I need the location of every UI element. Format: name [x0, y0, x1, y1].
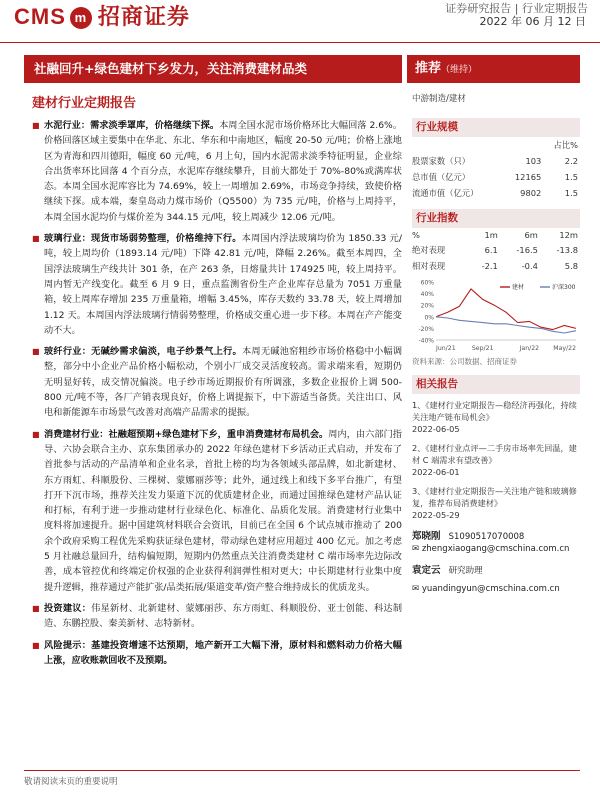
logo-cn: 招商证券 [97, 4, 190, 29]
section-head: 风险提示：基建投资增速不达预期，地产新开工大幅下滑，原材料和燃料动力价格大幅上涨，应收账款回收不及预期。 [44, 639, 402, 666]
analyst-email[interactable]: yuandingyun@cmschina.com.cn [421, 584, 560, 594]
y-tick-label: -20% [418, 325, 434, 333]
cell: 1m [484, 230, 498, 240]
analyst-block [412, 528, 580, 594]
header-divider [0, 42, 600, 43]
section-body: 伟星新材、北新建材、蒙娜丽莎、东方雨虹、科顺股份、亚士创能、科达制造、东鹏控股、秦美新材、志特新材。 [44, 602, 403, 630]
table-row [412, 258, 580, 274]
section-risk [32, 638, 402, 669]
related-list [412, 399, 580, 521]
related-date: 2022-06-01 [412, 467, 460, 477]
legend-label: 建材 [512, 284, 525, 291]
section-glass [32, 231, 402, 338]
related-title: 《建材行业定期报告—稳经济再强化，持续关注地产链布局机会》 [412, 400, 577, 422]
section-body: 本周全国水泥市场价格环比大幅回落 2.6%。价格回落区域主要集中在华北、东北、华东和中南地区，幅度 20-50 元/吨；价格上涨地区为青海和四川德阳，幅度 60 元/吨，6 月上旬，国内水泥需求淡季特征明显，企业综合出货率环比回落 4 个百分点，水泥库存继续攀升，目前大都处于 70%-80%或满库状态。本周全国水泥库容比为 74.69%，较上一周增加 2.69%，市场竞争持续，致使价格继续下探。成本端，秦皇岛动力煤市场价（Q5500）为 735 元/吨，价格与上周持平，本周全国水泥均价与煤价差为 344.15 元/吨，较上周减少 12.06 元/吨。 [44, 120, 403, 223]
analyst-id: S1090517070008 [448, 532, 525, 542]
section-body: 周内，由六部门指导、六协会联合主办、京东集团承办的 2022 年绿色建材下乡活动正式启动，并发布了首批参与活动的产品清单和企业名录，首批上榜的均为各领域头部品牌，如北新建材、东方雨虹、科顺股份、三棵树、蒙娜丽莎等；此外，通过线上和线下多平台推广，有望打开下沉市场，推荐关注发力渠道下沉的优质建材企业，而通过国推绿色建材产品认证和打标，有利于进一步推动建材行业绿色化、标准化、品质化发展。消费建材行业集中度料将加速提升。据中国建筑材料联合会资讯，目前已在全国 6 个试点城市推动了 200 余个政府采购工程优先采购获证绿色建材，带动绿色建材应用超过 400 亿元。加之考虑 5 月社融总量回升，结构偏短期，短期内仍然重点关注消费类建材 C 端市场率先边际改善，成本管控优和终端定价权强的企业获得利润弹性相对更大；中长期建材行业集中度提升逻辑，推荐通过产能扩张/品类拓展/渠道变革/资产整合维持成长的优质龙头。 [44, 428, 402, 593]
section-body: 本周无碱池窑粗纱市场价格稳中小幅调整，部分中小企业产品价格小幅松动，个别小厂成交灵活度较高。需求端来看，短期仍无明显好转，成交情况偏淡。电子纱市场近期报价有所调涨，多数企业报价上调 500-800 元/吨不等，各厂产销表现良好，价格上调提振下，中下游适当备货。关注出口、风电和新能源车市场景气改善对高端产品需求的提振。 [44, 346, 403, 419]
x-tick-label: Sep/21 [471, 345, 494, 352]
line-chart [412, 278, 580, 354]
cell: 2.2 [564, 156, 578, 166]
index-table [412, 228, 580, 274]
y-tick-label: 40% [420, 291, 434, 299]
report-type: 证券研究报告 | 行业定期报告 [445, 2, 588, 15]
chart-source: 资料来源：公司数据、招商证券 [412, 357, 517, 366]
related-heading: 相关报告 [412, 375, 580, 394]
index-heading: 行业指数 [412, 209, 580, 228]
rating-label: 推荐 [415, 61, 442, 76]
list-item[interactable] [412, 485, 580, 521]
industry-label: 中游制造/建材 [412, 94, 466, 104]
num: 2、 [412, 443, 426, 453]
section-head: 水泥行业：需求淡季罩库，价格继续下探。 [44, 120, 220, 131]
report-date: 2022 年 06 月 12 日 [479, 15, 586, 28]
y-tick-label: 20% [420, 302, 434, 310]
related-date: 2022-06-05 [412, 424, 460, 434]
analyst-name: 袁定云 [412, 565, 441, 576]
analyst-name: 郑晓刚 [412, 531, 441, 542]
x-tick-label: Jan/22 [519, 345, 540, 352]
logo-mark: m [70, 7, 92, 29]
index-chart [412, 278, 580, 354]
section-cement [32, 118, 402, 225]
section-head: 玻纤行业：无碱纱需求偏淡，电子纱景气上行。 [44, 346, 242, 358]
x-tick-label: Jun/21 [436, 345, 456, 352]
table-row [412, 185, 580, 201]
rating-sub: （维持） [441, 65, 478, 75]
section-investment [32, 601, 402, 632]
cell: -16.5 [516, 245, 538, 255]
table-row [412, 169, 580, 185]
cell: 相对表现 [412, 261, 446, 271]
cell: 5.8 [564, 261, 578, 271]
num: 3、 [412, 486, 426, 496]
main-content [32, 118, 402, 674]
cell: 总市值（亿元） [412, 172, 471, 182]
pct-header: 占比% [553, 140, 578, 150]
section-head: 投资建议： [44, 602, 92, 614]
related-date: 2022-05-29 [412, 510, 460, 520]
cell: 1.5 [564, 188, 578, 198]
related-title: 《建材行业点评—二手房市场率先回温，建材 C 端需求有望改善》 [412, 443, 577, 465]
footer-divider [24, 770, 580, 771]
list-item[interactable] [412, 442, 580, 478]
cell: 1.5 [564, 172, 578, 182]
mail-icon: ✉ [412, 584, 420, 594]
report-subtitle: 建材行业定期报告 [32, 96, 137, 111]
series-line-沪深300 [436, 317, 576, 333]
cell: 股票家数（只） [412, 156, 471, 166]
section-head: 玻璃行业：现货市场弱势整理，价格维持下行。 [44, 233, 242, 245]
logo-en: CMS [14, 4, 66, 29]
cms-logo [14, 0, 190, 31]
cell: 6.1 [484, 245, 498, 255]
cell: 12m [559, 230, 578, 240]
cell: 流通市值（亿元） [412, 188, 479, 198]
list-item[interactable] [412, 399, 580, 435]
section-consumer-materials [32, 427, 402, 595]
analyst-role: 研究助理 [448, 566, 483, 576]
y-tick-label: 60% [420, 279, 434, 287]
analyst-email[interactable]: zhengxiaogang@cmschina.com.cn [421, 544, 570, 554]
section-head: 消费建材行业：社融超预期+绿色建材下乡，重申消费建材布局机会。 [44, 428, 329, 440]
cell: -2.1 [481, 261, 498, 271]
cell: 绝对表现 [412, 245, 446, 255]
report-title: 社融回升+绿色建材下乡发力，关注消费建材品类 [24, 55, 402, 83]
cell: 103 [525, 156, 542, 166]
section-body: 本周国内浮法玻璃均价为 1850.33 元/吨，较上周均价（1893.14 元/吨）下降 42.81 元/吨，降幅 2.26%。截至本周四，全国浮法玻璃生产线共计 301 条，在产 263 条，日熔量共计 174925 吨，较上周持平。周内暂无产线变化。截至 6 月 9 日，重点监测省份生产企业库存总量为 7051 万重量箱，较上周库存增加 235 万重量箱，增幅 3.45%，库存天数约 33.78 天，较上周增加 1.12 天。本周国内浮法玻璃行情弱势整理，价格成交重心进一步下移。本周在产产能变动不大。 [44, 233, 403, 336]
related-title: 《建材行业定期报告—关注地产链和玻璃修复，推荐布局消费建材》 [412, 486, 577, 508]
cell: 12165 [514, 172, 542, 182]
x-tick-label: May/22 [553, 345, 576, 352]
cell: 9802 [520, 188, 542, 198]
sidebar [412, 92, 580, 594]
y-tick-label: 0% [424, 314, 434, 322]
cell: 6m [524, 230, 538, 240]
table-row [412, 242, 580, 258]
rating-badge [407, 55, 580, 83]
legend-label: 沪深300 [552, 284, 576, 291]
section-fiberglass [32, 344, 402, 420]
scale-heading: 行业规模 [412, 118, 580, 137]
table-row [412, 153, 580, 169]
mail-icon: ✉ [412, 544, 420, 554]
cell: % [412, 230, 420, 240]
scale-table [412, 137, 580, 201]
cell: -13.8 [556, 245, 578, 255]
y-tick-label: -40% [418, 337, 434, 345]
footer-note: 敬请阅读末页的重要说明 [24, 777, 118, 787]
num: 1、 [412, 400, 426, 410]
page-header [0, 0, 600, 48]
cell: -0.4 [521, 261, 538, 271]
